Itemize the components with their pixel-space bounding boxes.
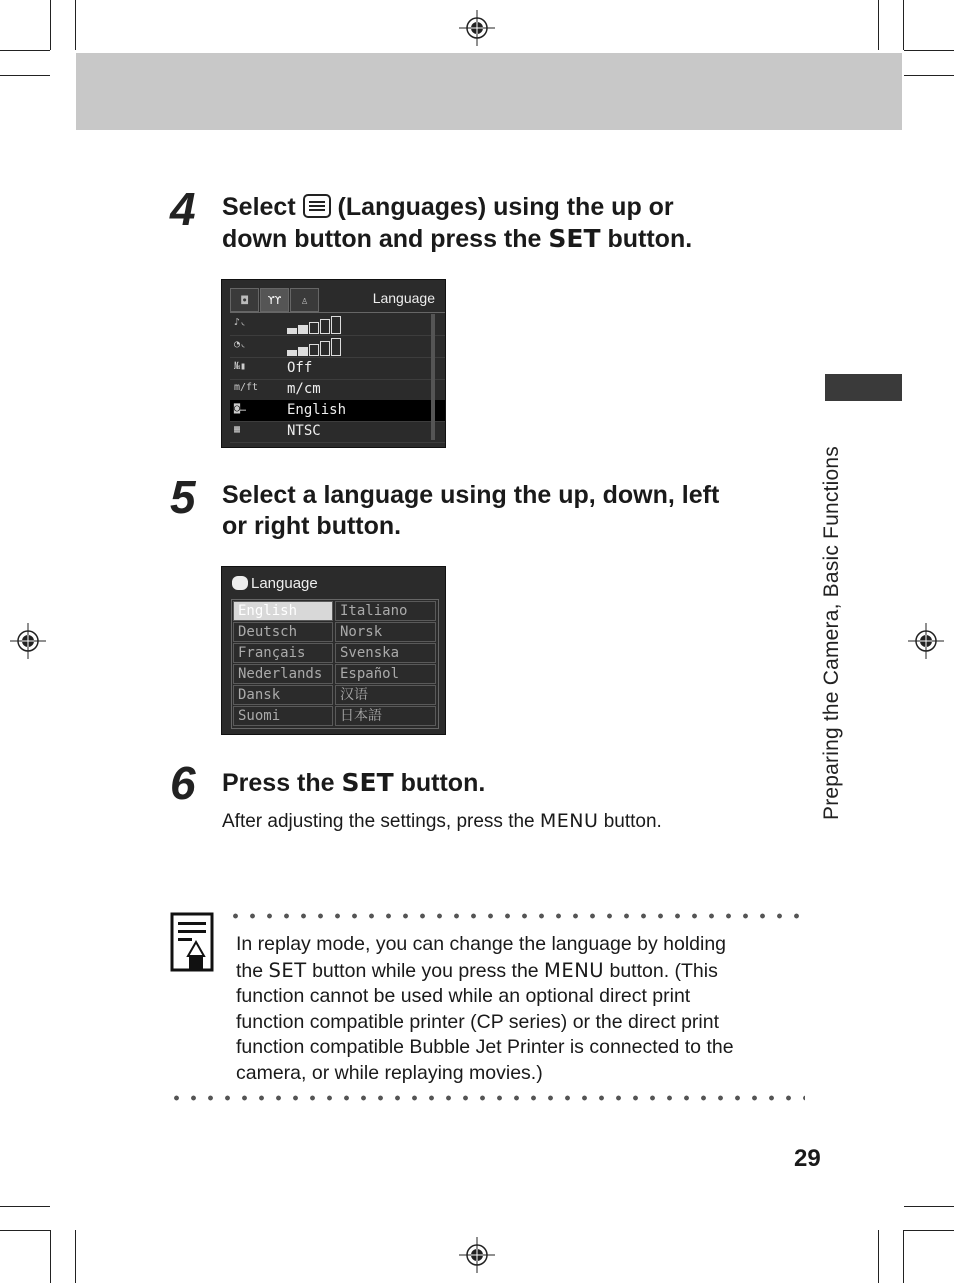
step-number: 6	[170, 757, 196, 809]
camera-settings-screen	[221, 279, 446, 448]
set-button-label: SET	[548, 224, 601, 253]
menu-button-label: MENU	[539, 810, 599, 832]
crop-mark	[0, 75, 50, 76]
language-option: Deutsch	[233, 622, 333, 642]
registration-mark-icon	[459, 10, 495, 46]
registration-mark-icon	[459, 1237, 495, 1273]
language-option: Nederlands	[233, 664, 333, 684]
registration-mark-icon	[10, 623, 46, 659]
header-band	[76, 53, 902, 130]
settings-row-selected: ◙… English	[230, 400, 446, 422]
settings-row: m/ft m/cm	[230, 379, 446, 401]
settings-row: ▦ NTSC	[230, 421, 446, 443]
video-system-icon: ▦	[234, 424, 241, 435]
step-6-title: Press the SET button.	[222, 768, 486, 797]
crop-mark	[904, 75, 954, 76]
crop-mark	[904, 1230, 954, 1231]
language-option: Svenska	[335, 643, 436, 663]
crop-mark	[0, 50, 50, 51]
crop-mark	[50, 1230, 51, 1283]
language-option-selected: English	[233, 601, 333, 621]
language-grid	[231, 599, 439, 729]
crop-mark	[75, 1230, 76, 1283]
language-option: Español	[335, 664, 436, 684]
section-label: Preparing the Camera, Basic Functions	[820, 446, 843, 820]
crop-mark	[75, 0, 76, 50]
dotted-divider	[227, 913, 805, 919]
language-icon	[232, 576, 248, 590]
set-button-label: SET	[268, 958, 307, 982]
step-number: 5	[170, 471, 196, 523]
step-number: 4	[170, 183, 196, 235]
crop-mark	[904, 1206, 954, 1207]
language-option: Dansk	[233, 685, 333, 705]
my-camera-tab-icon: ♙	[290, 288, 319, 312]
volume-level-bars	[287, 338, 341, 356]
tip-text: In replay mode, you can change the language by holding the SET button while you press the MENU button. (This function cannot be used while an optional direct print function compatible printer (CP series) or the direct print function compatible Bubble Jet Printer is connected to the camera, or while replaying movies.)	[236, 933, 734, 1084]
settings-row	[230, 314, 446, 336]
crop-mark	[903, 0, 904, 50]
memo-icon	[170, 912, 214, 972]
crop-mark	[878, 0, 879, 50]
screen-tabs	[230, 288, 320, 310]
dotted-divider	[168, 1095, 805, 1101]
language-option: Suomi	[233, 706, 333, 726]
self-timer-icon: ◔◟	[234, 339, 247, 350]
menu-button-label: MENU	[544, 958, 605, 982]
registration-mark-icon	[908, 623, 944, 659]
distance-units-icon: m/ft	[234, 382, 259, 393]
set-button-label: SET	[341, 768, 394, 797]
crop-mark	[903, 1230, 904, 1283]
settings-row	[230, 336, 446, 358]
crop-mark	[0, 1206, 50, 1207]
crop-mark	[878, 1230, 879, 1283]
page-number: 29	[794, 1145, 821, 1172]
settings-tab-icon: ϒϒ	[260, 288, 289, 312]
crop-mark	[904, 50, 954, 51]
language-icon	[303, 194, 331, 218]
step-5-title: Select a language using the up, down, left or right button.	[222, 481, 720, 540]
volume-level-bars	[287, 316, 341, 334]
step-4-title-line1: Select (Languages) using the up or	[222, 193, 674, 221]
file-no-icon: №▮	[234, 361, 247, 372]
screen-title: Language	[372, 290, 435, 306]
step-4-title-line2: down button and press the SET button.	[222, 224, 693, 253]
step-4-title	[222, 192, 692, 255]
screen-title: Language	[232, 575, 318, 592]
crop-mark	[50, 0, 51, 50]
step-6-note: After adjusting the settings, press the MENU button.	[222, 810, 662, 832]
language-option: 汉语	[335, 685, 436, 705]
language-option: Français	[233, 643, 333, 663]
section-tab	[825, 374, 902, 401]
camera-tab-icon: ◘	[230, 288, 259, 312]
settings-row: №▮ Off	[230, 358, 446, 380]
language-icon: ◙…	[234, 403, 247, 414]
language-select-screen	[221, 566, 446, 735]
crop-mark	[0, 1230, 50, 1231]
language-option: Italiano	[335, 601, 436, 621]
language-option: Norsk	[335, 622, 436, 642]
volume-icon: ♪◟	[234, 317, 247, 328]
language-option: 日本語	[335, 706, 436, 726]
